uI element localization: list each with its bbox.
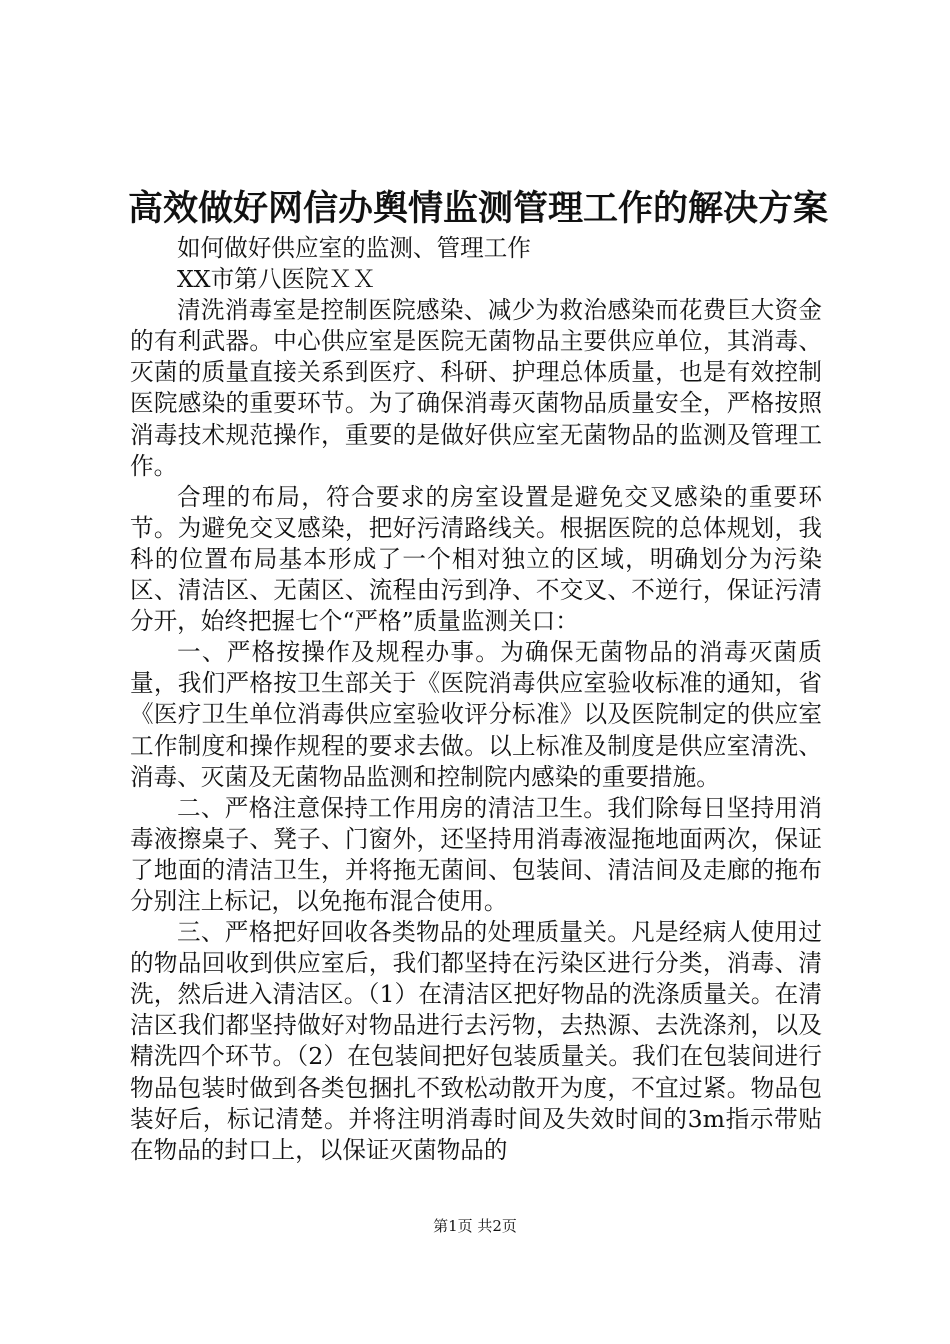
subtitle-paragraph: 如何做好供应室的监测、管理工作 bbox=[177, 234, 531, 262]
author-line: XX市第八医院ＸＸ bbox=[177, 265, 376, 294]
document-body bbox=[130, 233, 822, 1166]
document-title: 高效做好网信办舆情监测管理工作的解决方案 bbox=[128, 188, 829, 229]
body-paragraph: 三、严格把好回收各类物品的处理质量关。凡是经病人使用过的物品回收到供应室后，我们都坚持在污染区进行分类，消毒、清洗，然后进入清洁区。（1）在清洁区把好物品的洗涤质量关。在清洁区我们都坚持做好对物品进行去污物，去热源、去洗涤剂，以及精洗四个环节。（2）在包装间把好包装质量关。我们在包装间进行物品包装时做到各类包捆扎不致松动散开为度，不宜过紧。物品包装好后，标记清楚。并将注明消毒时间及失效时间的3m指示带贴在物品的封口上，以保证灭菌物品的 bbox=[130, 918, 822, 1164]
body-paragraph: 一、严格按操作及规程办事。为确保无菌物品的消毒灭菌质量，我们严格按卫生部关于《医院消毒供应室验收标准的通知，省《医疗卫生单位消毒供应室验收评分标准》以及医院制定的供应室工作制度和操作规程的要求去做。以上标准及制度是供应室清洗、消毒、灭菌及无菌物品监测和控制院内感染的重要措施。 bbox=[130, 638, 822, 791]
body-paragraph: 合理的布局，符合要求的房室设置是避免交叉感染的重要环节。为避免交叉感染，把好污清路线关。根据医院的总体规划，我科的位置布局基本形成了一个相对独立的区域，明确划分为污染区、清洁区、无菌区、流程由污到净、不交叉、不逆行，保证污清分开，始终把握七个“严格”质量监测关口： bbox=[130, 482, 822, 636]
body-paragraph: 二、严格注意保持工作用房的清洁卫生。我们除每日坚持用消毒液擦桌子、凳子、门窗外，还坚持用消毒液湿拖地面两次，保证了地面的清洁卫生，并将拖无菌间、包装间、清洁间及走廊的拖布分别注上标记，以免拖布混合使用。 bbox=[130, 793, 822, 915]
body-paragraph: 清洗消毒室是控制医院感染、减少为救治感染而花费巨大资金的有利武器。中心供应室是医院无菌物品主要供应单位，其消毒、灭菌的质量直接关系到医疗、科研、护理总体质量，也是有效控制医院感染的重要环节。为了确保消毒灭菌物品质量安全，严格按照消毒技术规范操作，重要的是做好供应室无菌物品的监测及管理工作。 bbox=[130, 296, 822, 480]
page-footer: 第1页 共2页 bbox=[433, 1217, 517, 1235]
